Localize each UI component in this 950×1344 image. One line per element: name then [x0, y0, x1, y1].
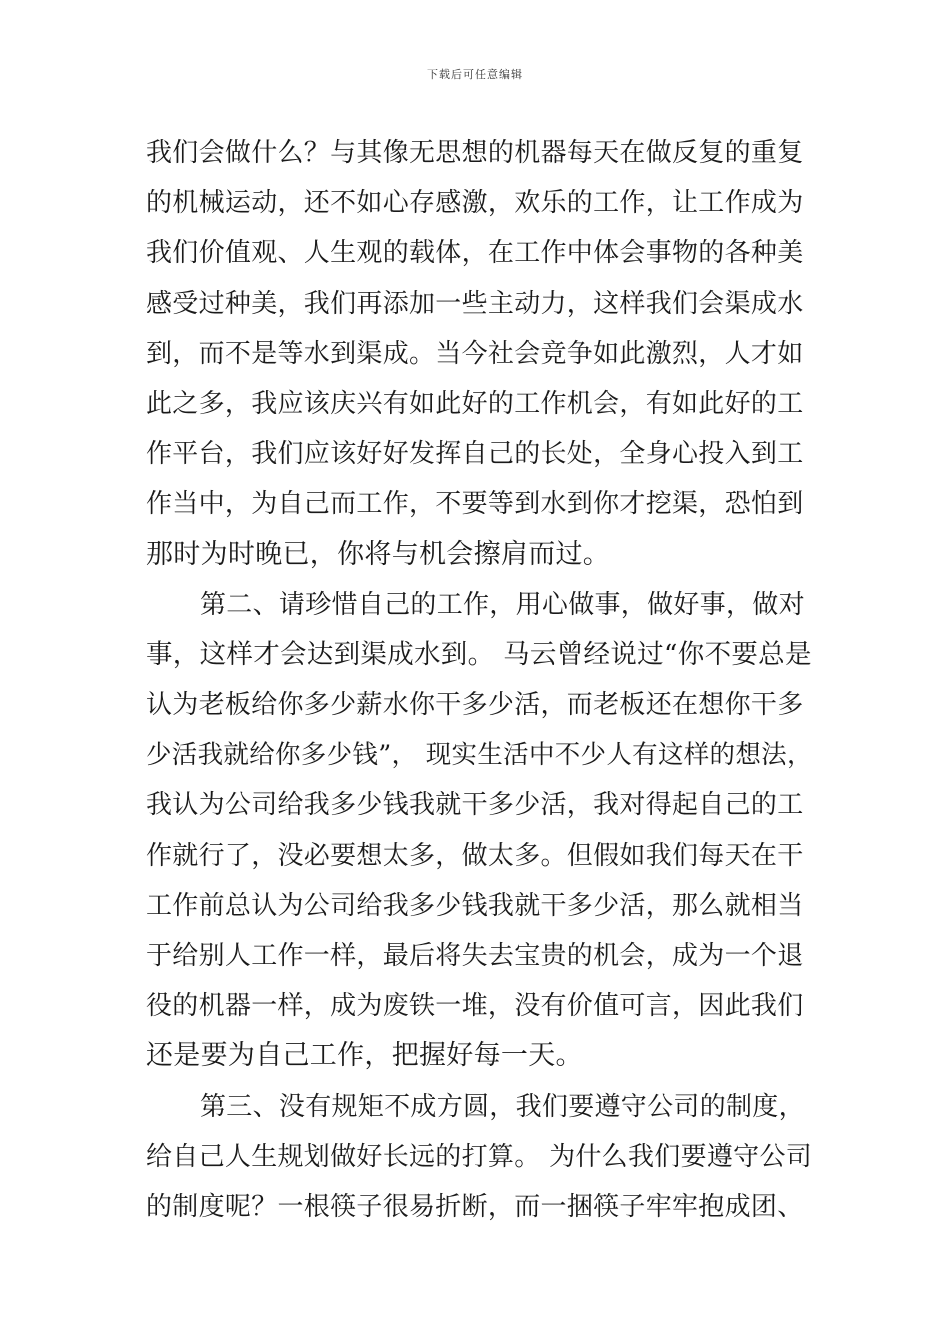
text-line: 到，而不是等水到渠成。当今社会竞争如此激烈，人才如 [146, 338, 804, 369]
text-line: 的制度呢？一根筷子很易折断，而一捆筷子牢牢抱成团、 [146, 1191, 804, 1222]
text-line: 还是要为自己工作，把握好每一天。 [146, 1040, 583, 1072]
text-line: 事，这样才会达到渠成水到。 马云曾经说过“你不要总是 [146, 638, 812, 670]
text-line: 少活我就给你多少钱”， 现实生活中不少人有这样的想法， [146, 740, 813, 771]
text-line: 工作前总认为公司给我多少钱我就干多少活，那么就相当 [146, 890, 804, 921]
text-line: 感受过种美，我们再添加一些主动力，这样我们会渠成水 [146, 288, 804, 319]
text-line: 第三、没有规矩不成方圆，我们要遵守公司的制度， [200, 1091, 805, 1122]
body-text [146, 128, 814, 1232]
text-line: 役的机器一样，成为废铁一堆，没有价值可言，因此我们 [146, 991, 804, 1022]
text-line: 给自己人生规划做好长远的打算。 为什么我们要遵守公司 [146, 1141, 813, 1172]
text-line: 认为老板给你多少薪水你干多少活，而老板还在想你干多 [146, 690, 804, 721]
text-line: 作就行了，没必要想太多，做太多。但假如我们每天在干 [146, 840, 804, 871]
text-line: 作当中，为自己而工作，不要等到水到你才挖渠，恐怕到 [146, 489, 804, 520]
text-line: 我们会做什么？与其像无思想的机器每天在做反复的重复 [146, 138, 804, 168]
text-line: 此之多，我应该庆兴有如此好的工作机会，有如此好的工 [146, 388, 804, 419]
text-line: 作平台，我们应该好好发挥自己的长处，全身心投入到工 [146, 439, 804, 470]
text-line: 我们价值观、人生观的载体，在工作中体会事物的各种美 [146, 238, 804, 269]
text-line: 我认为公司给我多少钱我就干多少活，我对得起自己的工 [146, 790, 804, 821]
text-line: 第二、请珍惜自己的工作，用心做事，做好事，做对 [200, 589, 805, 620]
text-line: 那时为时晚已，你将与机会擦肩而过。 [146, 538, 611, 570]
page-header: 下载后可任意编辑 [427, 68, 523, 81]
text-line: 的机械运动，还不如心存感激，欢乐的工作，让工作成为 [146, 188, 804, 219]
text-line: 于给别人工作一样，最后将失去宝贵的机会，成为一个退 [146, 941, 804, 971]
